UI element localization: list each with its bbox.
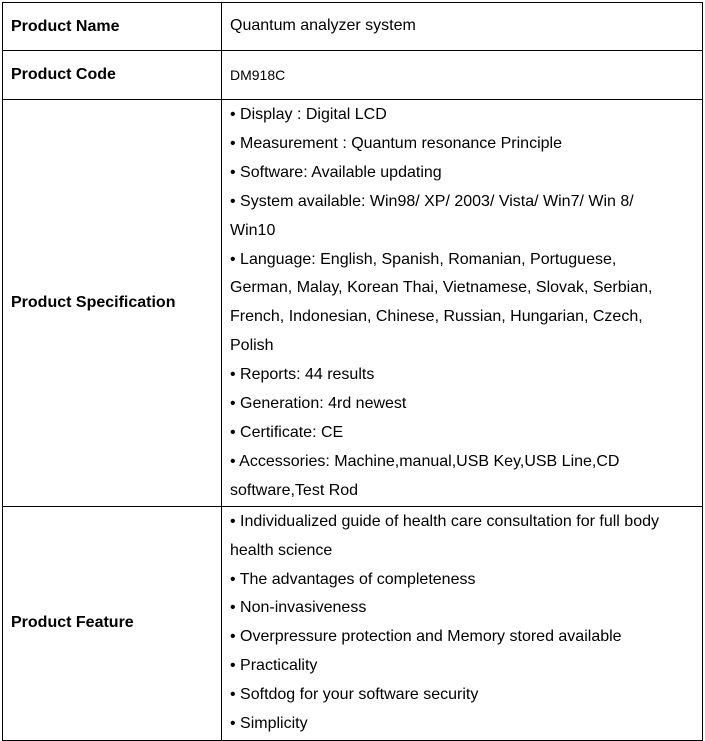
feature-line: • Practicality <box>230 657 318 675</box>
spec-line: • Measurement : Quantum resonance Principle <box>230 134 562 152</box>
spec-line: software,Test Rod <box>230 481 359 499</box>
product-spec-table <box>2 2 703 741</box>
product-name-row <box>3 3 703 51</box>
product-code-row <box>3 51 703 100</box>
product-name-label: Product Name <box>3 3 222 51</box>
feature-line: • Overpressure protection and Memory stored available <box>230 628 622 646</box>
product-name-value: Quantum analyzer system <box>222 3 703 51</box>
spec-line: Win10 <box>230 221 276 239</box>
spec-line: • Software: Available updating <box>230 163 442 181</box>
product-code-value: DM918C <box>222 51 703 100</box>
spec-line: French, Indonesian, Chinese, Russian, Hungarian, Czech, <box>230 308 643 326</box>
spec-line: • Certificate: CE <box>230 423 344 441</box>
product-feature-row <box>3 506 703 740</box>
feature-line: • The advantages of completeness <box>230 570 476 588</box>
product-specification-list <box>222 100 703 507</box>
spec-line: • Display : Digital LCD <box>230 106 387 123</box>
product-feature-list <box>222 506 703 740</box>
feature-line: • Softdog for your software security <box>230 686 479 704</box>
feature-line: • Non-invasiveness <box>230 599 367 617</box>
product-feature-label: Product Feature <box>3 506 222 740</box>
feature-line: health science <box>230 541 333 559</box>
product-specification-row <box>3 100 703 507</box>
spec-line: German, Malay, Korean Thai, Vietnamese, Slovak, Serbian, <box>230 279 653 297</box>
feature-line: • Individualized guide of health care consultation for full body <box>230 512 659 530</box>
spec-line: Polish <box>230 337 274 355</box>
product-code-label: Product Code <box>3 51 222 100</box>
spec-line: • System available: Win98/ XP/ 2003/ Vista/ Win7/ Win 8/ <box>230 192 634 210</box>
feature-line: • Simplicity <box>230 715 308 733</box>
spec-line: • Language: English, Spanish, Romanian, Portuguese, <box>230 250 617 268</box>
spec-line: • Generation: 4rd newest <box>230 395 407 413</box>
spec-line: • Accessories: Machine,manual,USB Key,USB Line,CD <box>230 452 620 470</box>
spec-line: • Reports: 44 results <box>230 366 375 384</box>
product-specification-label: Product Specification <box>3 100 222 507</box>
